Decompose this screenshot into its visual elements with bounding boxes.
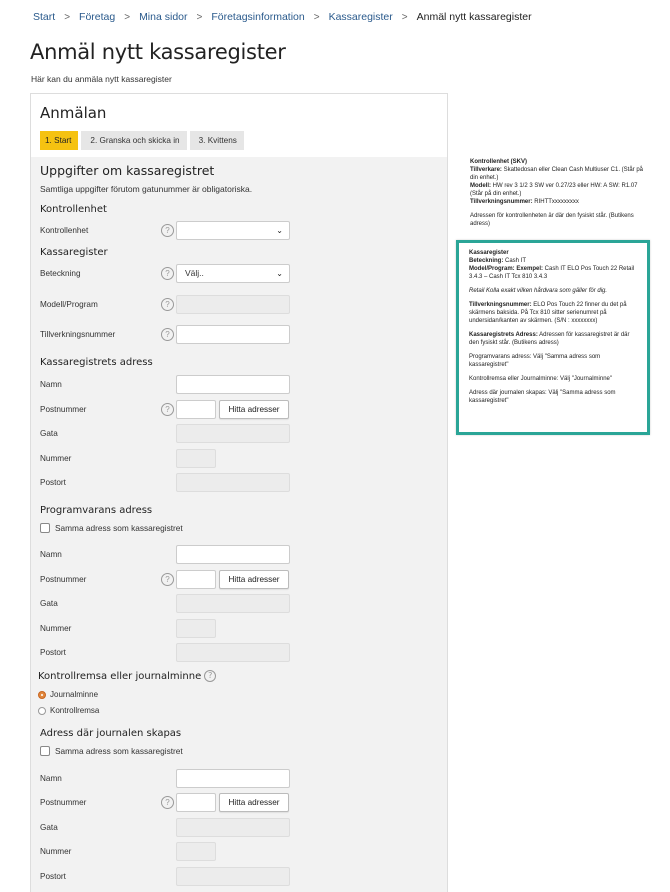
required-note: Samtliga uppgifter förutom gatunummer är obligatoriska. [40, 184, 253, 194]
radio-selected-icon[interactable] [38, 691, 46, 699]
breadcrumb-current: Anmäl nytt kassaregister [416, 11, 532, 23]
help-icon[interactable]: ? [161, 224, 174, 237]
namn-label: Namn [40, 550, 62, 559]
registration-card [30, 93, 448, 892]
kassa-nummer-row [40, 449, 440, 469]
program-postort-row [40, 643, 440, 663]
kontrollenhet-heading: Kontrollenhet [40, 204, 107, 215]
journal-postnummer-input[interactable] [176, 793, 216, 812]
checkbox-icon[interactable] [40, 746, 50, 756]
kassaregister-help-note: Kassaregister Beteckning: Cash IT Model/Program: Exempel: Cash IT ELO Pos Touch 22 Retail 3.4.3 – Cash IT Tcx 810 3.4.3 Retail Kolla exakt vilken hårdvara som gäller för dig. Tillverkningsnummer: ELO Pos Touch 22 finner du det på skärmens baksida. På Tcx 810 sitter serienumret på undersidan/kanten av skärmen. (S/N : xxxxxxxx) Kassaregistrets Adress: Adressen för kassaregistret är där den fysiskt står. (Butikens adress) Programvarans adress: Välj "Samma adress som kassaregistret" Kontrollremsa eller Journalminne: Välj "Journalminne" Adress där journalen skapas: Välj "Samma adress som kassaregistret" [456, 240, 650, 435]
modell-label: Modell/Program [40, 300, 98, 309]
kontrollenhet-row [40, 221, 440, 241]
chevron-down-icon: ⌄ [276, 269, 283, 278]
note-title: Kontrollenhet (SKV) [470, 159, 527, 165]
radio-kontrollremsa[interactable]: Kontrollremsa [38, 706, 99, 715]
step-start: 1. Start [40, 131, 78, 150]
help-icon[interactable]: ? [161, 267, 174, 280]
nummer-label: Nummer [40, 847, 72, 856]
kontrollenhet-help-note: Kontrollenhet (SKV) Tillverkare: Skattedosan eller Clean Cash Multiuser C1. (Står på din enhet.) Modell: HW rev 3 1/2 3 SW ver 0.27/23 eller HW: A SW: R1.07 (Står på din enhet.) Tillverkningsnummer: RIHTTxxxxxxxxx Adressen för kontrollenheten är där den fysiskt står. (Butikens adress) [470, 159, 643, 227]
namn-label: Namn [40, 380, 62, 389]
step-indicator [40, 131, 438, 150]
step-receipt: 3. Kvittens [190, 131, 244, 150]
beteckning-label: Beteckning [40, 269, 81, 278]
breadcrumb-start[interactable]: Start [33, 11, 56, 23]
help-icon[interactable]: ? [161, 298, 174, 311]
radio-unselected-icon[interactable] [38, 707, 46, 715]
journal-same-address-checkbox[interactable]: Samma adress som kassaregistret [40, 746, 183, 756]
nummer-label: Nummer [40, 454, 72, 463]
tillverkningsnummer-label: Tillverkningsnummer [40, 330, 116, 339]
kassa-nummer-input [176, 449, 216, 468]
radio-journalminne[interactable]: Journalminne [38, 690, 98, 699]
journal-gata-input [176, 818, 290, 837]
chevron-right-icon: > [313, 11, 320, 23]
chevron-right-icon: > [64, 11, 71, 23]
card-header [31, 94, 447, 157]
postort-label: Postort [40, 478, 66, 487]
kassa-postnummer-row [40, 400, 440, 420]
kassa-gata-input [176, 424, 290, 443]
journal-gata-row [40, 818, 440, 838]
program-same-address-checkbox[interactable]: Samma adress som kassaregistret [40, 523, 183, 533]
kassa-postnummer-input[interactable] [176, 400, 216, 419]
modell-row [40, 295, 440, 315]
gata-label: Gata [40, 823, 58, 832]
help-icon[interactable]: ? [161, 403, 174, 416]
breadcrumb-kassaregister[interactable]: Kassaregister [328, 11, 393, 23]
journal-adress-heading: Adress där journalen skapas [40, 728, 182, 739]
program-postort-input [176, 643, 290, 662]
journal-heading: Kontrollremsa eller journalminne ? [38, 670, 216, 682]
postnummer-label: Postnummer [40, 798, 87, 807]
breadcrumb-mina-sidor[interactable]: Mina sidor [139, 11, 188, 23]
checkbox-icon[interactable] [40, 523, 50, 533]
help-icon[interactable]: ? [204, 670, 216, 682]
program-gata-input [176, 594, 290, 613]
program-gata-row [40, 594, 440, 614]
kassa-namn-row [40, 375, 440, 395]
journal-postort-input [176, 867, 290, 886]
program-postnummer-input[interactable] [176, 570, 216, 589]
kassa-adress-heading: Kassaregistrets adress [40, 357, 153, 368]
kassa-namn-input[interactable] [176, 375, 290, 394]
chevron-right-icon: > [124, 11, 131, 23]
breadcrumb-foretag[interactable]: Företag [79, 11, 116, 23]
breadcrumb [33, 11, 532, 23]
section-title: Uppgifter om kassaregistret [40, 163, 215, 178]
journal-find-address-button[interactable]: Hitta adresser [219, 793, 289, 812]
beteckning-row [40, 264, 440, 284]
journal-nummer-row [40, 842, 440, 862]
chevron-right-icon: > [196, 11, 203, 23]
program-postnummer-row [40, 570, 440, 590]
journal-nummer-input [176, 842, 216, 861]
program-namn-row [40, 545, 440, 565]
postort-label: Postort [40, 648, 66, 657]
journal-postort-row [40, 867, 440, 887]
postnummer-label: Postnummer [40, 405, 87, 414]
program-nummer-input [176, 619, 216, 638]
kassa-postort-row [40, 473, 440, 493]
program-nummer-row [40, 619, 440, 639]
program-find-address-button[interactable]: Hitta adresser [219, 570, 289, 589]
tillverkningsnummer-input[interactable] [176, 325, 290, 344]
kontrollenhet-label: Kontrollenhet [40, 226, 89, 235]
chevron-right-icon: > [401, 11, 408, 23]
journal-namn-row [40, 769, 440, 789]
help-icon[interactable]: ? [161, 796, 174, 809]
kassa-gata-row [40, 424, 440, 444]
gata-label: Gata [40, 429, 58, 438]
kassa-find-address-button[interactable]: Hitta adresser [219, 400, 289, 419]
program-adress-heading: Programvarans adress [40, 505, 153, 516]
note-title: Kassaregister [469, 250, 509, 256]
postnummer-label: Postnummer [40, 575, 87, 584]
step-review: 2. Granska och skicka in [81, 131, 186, 150]
address-note: Adressen för kontrollenheten är där den fysiskt står. (Butikens adress) [470, 213, 634, 227]
modell-input [176, 295, 290, 314]
breadcrumb-foretagsinformation[interactable]: Företagsinformation [211, 11, 305, 23]
journal-namn-input[interactable] [176, 769, 290, 788]
help-icon[interactable]: ? [161, 573, 174, 586]
namn-label: Namn [40, 774, 62, 783]
gata-label: Gata [40, 599, 58, 608]
page-title: Anmäl nytt kassaregister [30, 40, 286, 64]
nummer-label: Nummer [40, 624, 72, 633]
chevron-down-icon: ⌄ [276, 226, 283, 235]
form-body [31, 157, 447, 892]
kassaregister-heading: Kassaregister [40, 247, 108, 258]
tillverkningsnummer-row [40, 325, 440, 345]
kontrollenhet-select[interactable] [176, 221, 290, 240]
page-subtitle: Här kan du anmäla nytt kassaregister [31, 74, 172, 84]
journal-postnummer-row [40, 793, 440, 813]
kassa-postort-input [176, 473, 290, 492]
postort-label: Postort [40, 872, 66, 881]
program-namn-input[interactable] [176, 545, 290, 564]
beteckning-select[interactable]: Välj.. ⌄ [176, 264, 290, 283]
card-title: Anmälan [40, 104, 107, 122]
help-icon[interactable]: ? [161, 328, 174, 341]
